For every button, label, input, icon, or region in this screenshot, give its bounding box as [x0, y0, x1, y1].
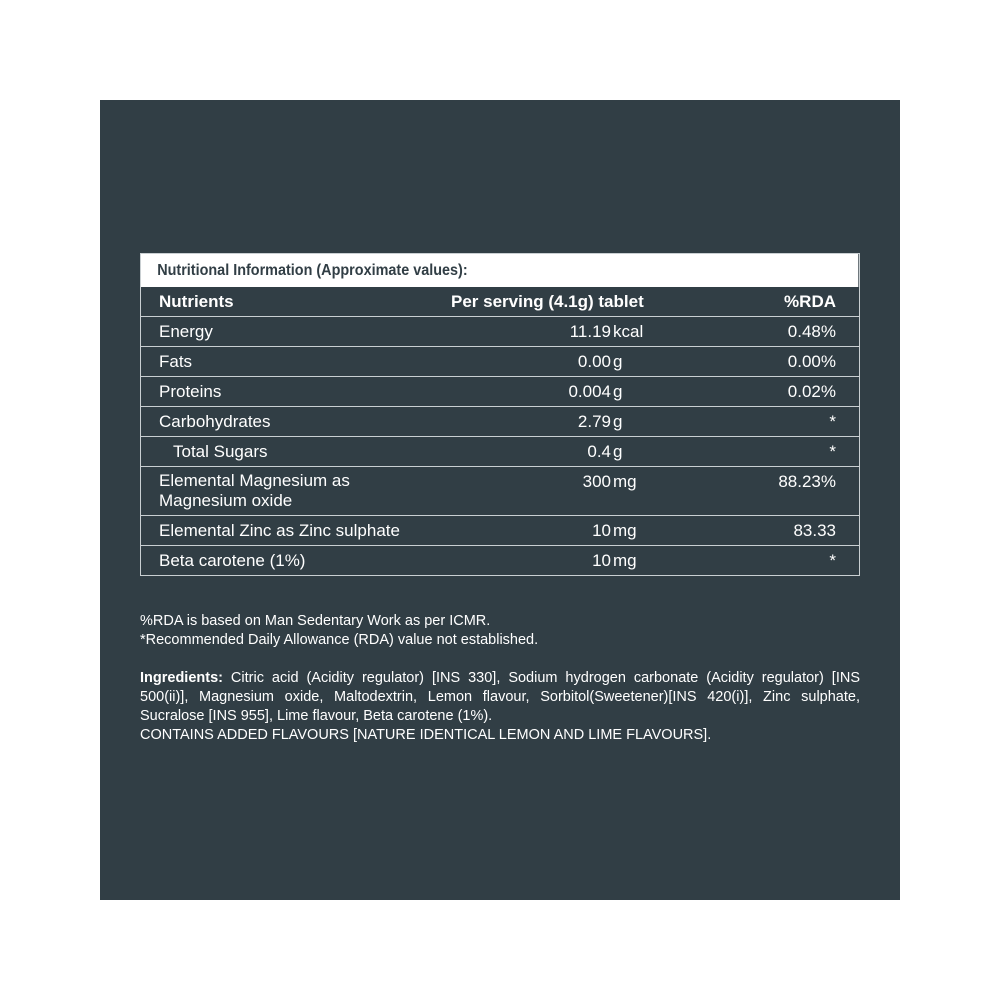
header-rda: %RDA [784, 292, 836, 311]
header-nutrients: Nutrients [159, 292, 234, 311]
nutrient-rda: 83.33 [793, 521, 836, 540]
footnotes [140, 612, 860, 650]
nutrient-unit: mg [613, 472, 637, 491]
nutrient-rda: 0.02% [787, 382, 836, 401]
table-row [141, 376, 859, 406]
nutrient-unit: g [613, 442, 623, 461]
ingredients-label: Ingredients: [140, 670, 223, 686]
ingredients-section [140, 669, 860, 745]
nutrient-unit: mg [613, 551, 637, 570]
table-header-row [141, 287, 859, 316]
rda-basis-note: %RDA is based on Man Sedentary Work as per ICMR. [140, 613, 491, 629]
nutrient-amount: 10 [592, 521, 611, 540]
nutrient-rda: * [829, 442, 836, 461]
nutrient-amount: 0.00 [577, 352, 611, 371]
table-title: Nutritional Information (Approximate values): [141, 254, 858, 287]
table-row [141, 346, 859, 376]
table-row [141, 545, 859, 575]
nutrient-amount: 2.79 [577, 412, 611, 431]
nutrient-unit: g [613, 382, 623, 401]
added-flavours-note: CONTAINS ADDED FLAVOURS [NATURE IDENTICAL LEMON AND LIME FLAVOURS]. [140, 727, 712, 743]
nutrient-unit: g [613, 352, 623, 371]
table-row [141, 515, 859, 545]
nutrient-amount: 0.004 [568, 382, 611, 401]
nutrition-table [140, 253, 860, 576]
nutrient-name: Beta carotene (1%) [159, 551, 306, 570]
nutrient-unit: kcal [613, 322, 644, 341]
nutrient-rda: * [829, 551, 836, 570]
nutrition-panel [100, 100, 900, 900]
nutrient-name: Energy [159, 322, 213, 341]
nutrient-unit: mg [613, 521, 637, 540]
table-row [141, 436, 859, 466]
nutrient-amount: 0.4 [587, 442, 611, 461]
table-row [141, 466, 859, 515]
header-per-serving: Per serving (4.1g) tablet [451, 292, 644, 311]
nutrient-amount: 11.19 [569, 322, 611, 341]
nutrient-name: Fats [159, 352, 193, 371]
nutrient-name: Elemental Zinc as Zinc sulphate [159, 521, 400, 540]
table-row [141, 406, 859, 436]
table-row [141, 316, 859, 346]
nutrient-rda: * [829, 412, 836, 431]
nutrient-amount: 10 [592, 551, 611, 570]
nutrient-name: Total Sugars [173, 442, 268, 461]
nutrient-amount: 300 [582, 472, 611, 491]
nutrient-rda: 0.00% [787, 352, 836, 371]
nutrient-name: Proteins [159, 382, 222, 401]
nutrient-rda: 88.23% [778, 472, 836, 491]
ingredients-list: Citric acid (Acidity regulator) [INS 330], Sodium hydrogen carbonate (Acidity regulator) [INS 500(ii)], Magnesium oxide, Maltodextrin, Lemon flavour, Sorbitol(Sweetener)[INS 420(i)], Zinc sulphate, Sucralose [INS 955], Lime flavour, Beta carotene (1%). [140, 670, 860, 724]
ingredients-text-block [140, 670, 860, 724]
rda-not-established-note: *Recommended Daily Allowance (RDA) value not established. [140, 632, 539, 648]
nutrient-name: Elemental Magnesium as Magnesium oxide [159, 471, 350, 510]
nutrient-unit: g [613, 412, 623, 431]
nutrient-rda: 0.48% [787, 322, 836, 341]
nutrient-name: Carbohydrates [159, 412, 271, 431]
